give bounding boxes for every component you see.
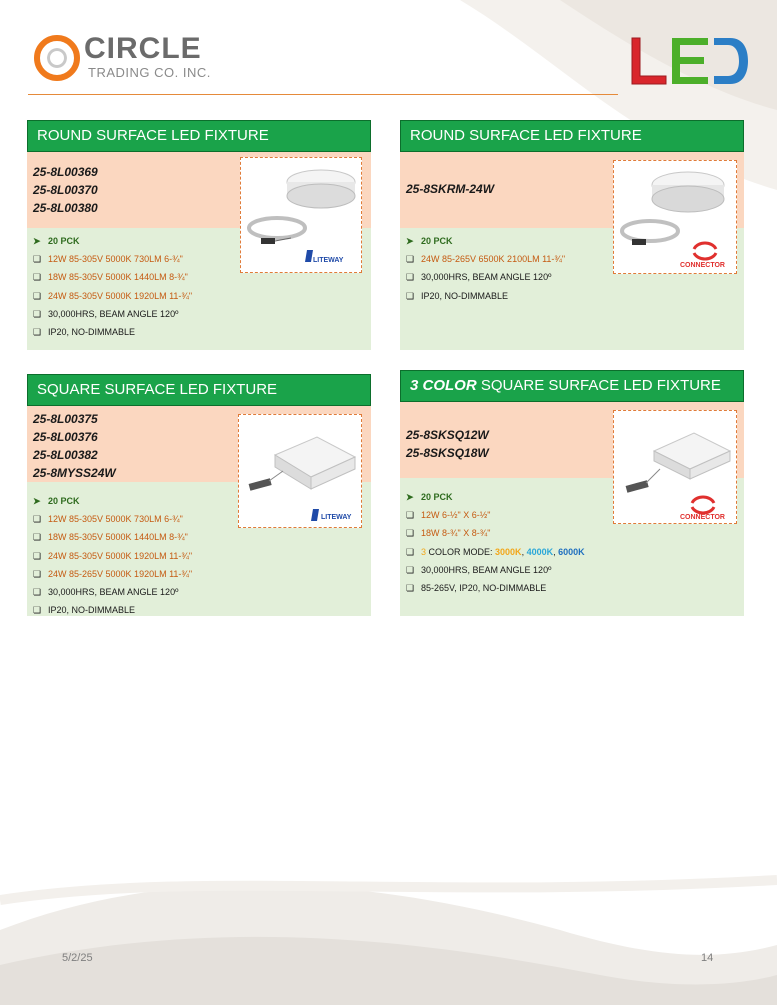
page-header (0, 0, 777, 100)
checkbox-bullet-icon: ❏ (406, 528, 415, 539)
spec-item: ❏ 30,000HRS, BEAM ANGLE 120º (406, 268, 744, 286)
spec-item: ❏ 24W 85-265V 5000K 1920LM 11-¾" (33, 565, 371, 583)
product-photo (240, 157, 362, 273)
arrow-bullet-icon: ➤ (406, 492, 414, 502)
spec-item: ➤ 20 PCK (406, 488, 744, 506)
model-number: 25-8L00376 (33, 430, 98, 444)
square-led-fixture-image (614, 411, 736, 523)
arrow-bullet-icon: ➤ (406, 236, 414, 246)
footer-date: 5/2/25 (62, 952, 93, 964)
checkbox-bullet-icon: ❏ (33, 605, 42, 616)
logo-title: CIRCLE (84, 32, 202, 65)
panel-title: SQUARE SURFACE LED FIXTURE (27, 374, 371, 406)
logo-subtitle: TRADING CO. INC. (88, 65, 211, 80)
panel-round-fixture-2 (400, 120, 744, 350)
circle-logo-icon (34, 35, 80, 81)
panel-round-fixture-1 (27, 120, 371, 350)
panel-3color-square-fixture (400, 370, 744, 616)
model-number: 25-8L00380 (33, 201, 98, 215)
product-photo (613, 160, 737, 274)
spec-item: ❏ 18W 8-¾" X 8-¾" (406, 524, 744, 542)
spec-item: ❏ 30,000HRS, BEAM ANGLE 120º (406, 561, 744, 579)
model-number: 25-8L00375 (33, 412, 98, 426)
color-temp-3000k: 3000K (495, 546, 522, 557)
checkbox-bullet-icon: ❏ (33, 254, 42, 265)
panel-title (400, 370, 744, 402)
checkbox-bullet-icon: ❏ (33, 308, 42, 319)
spec-item: ➤ 20 PCK (33, 492, 371, 510)
spec-item: ❏ 30,000HRS, BEAM ANGLE 120º (33, 583, 371, 601)
page-number: 14 (701, 952, 714, 964)
spec-item: ❏ IP20, NO-DIMMABLE (33, 601, 371, 619)
header-divider (28, 94, 618, 95)
checkbox-bullet-icon: ❏ (33, 327, 42, 338)
brand-logo-text: LITEWAY (321, 514, 352, 521)
color-temp-6000k: 6000K (558, 546, 585, 557)
title-rest: SQUARE SURFACE LED FIXTURE (476, 377, 721, 394)
spec-item: ❏ 18W 85-305V 5000K 1440LM 8-¾" (33, 528, 371, 546)
checkbox-bullet-icon: ❏ (33, 290, 42, 301)
spec-item: ❏ 85-265V, IP20, NO-DIMMABLE (406, 579, 744, 597)
square-led-fixture-image (239, 415, 361, 527)
spec-item: ❏ 18W 85-305V 5000K 1440LM 8-¾" (33, 268, 371, 286)
checkbox-bullet-icon: ❏ (406, 564, 415, 575)
product-photo (238, 414, 362, 528)
spec-item: ❏ 12W 85-305V 5000K 730LM 6-¾" (33, 510, 371, 528)
led-logo (624, 32, 752, 90)
checkbox-bullet-icon: ❏ (33, 272, 42, 283)
spec-item: ❏ IP20, NO-DIMMABLE (406, 287, 744, 305)
checkbox-bullet-icon: ❏ (33, 550, 42, 561)
spec-item: ❏ IP20, NO-DIMMABLE (33, 323, 371, 341)
spec-item: ❏ 24W 85-305V 5000K 1920LM 11-¾" (33, 547, 371, 565)
checkbox-bullet-icon: ❏ (406, 546, 415, 557)
spec-item: ❏ 30,000HRS, BEAM ANGLE 120º (33, 305, 371, 323)
checkbox-bullet-icon: ❏ (406, 290, 415, 301)
arrow-bullet-icon: ➤ (33, 236, 41, 246)
checkbox-bullet-icon: ❏ (33, 587, 42, 598)
checkbox-bullet-icon: ❏ (406, 272, 415, 283)
title-emphasis: 3 COLOR (410, 377, 477, 394)
round-led-fixture-image (241, 158, 361, 272)
checkbox-bullet-icon: ❏ (33, 532, 42, 543)
panel-title: ROUND SURFACE LED FIXTURE (400, 120, 744, 152)
model-number: 25-8MYSS24W (33, 466, 116, 480)
spec-item: ❏ 12W 85-305V 5000K 730LM 6-¾" (33, 250, 371, 268)
model-number: 25-8SKRM-24W (406, 182, 495, 196)
checkbox-bullet-icon: ❏ (406, 583, 415, 594)
checkbox-bullet-icon: ❏ (33, 568, 42, 579)
color-temp-4000k: 4000K (526, 546, 554, 557)
checkbox-bullet-icon: ❏ (33, 514, 42, 525)
spec-item: ❏ 24W 85-265V 6500K 2100LM 11-¾" (406, 250, 744, 268)
panel-square-fixture (27, 374, 371, 616)
checkbox-bullet-icon: ❏ (406, 510, 415, 521)
brand-logo-text: CONNECTOR (680, 262, 725, 269)
spec-item: ❏ 24W 85-305V 5000K 1920LM 11-¾" (33, 287, 371, 305)
panel-title: ROUND SURFACE LED FIXTURE (27, 120, 371, 152)
spec-item-color-mode: ❏ 3 COLOR MODE: 3000K, 4000K, 6000K (406, 543, 744, 561)
model-number: 25-8SKSQ18W (406, 446, 489, 460)
spec-item: ❏ 12W 6-½" X 6-½" (406, 506, 744, 524)
spec-item: ➤ 20 PCK (406, 232, 744, 250)
spec-item: ➤ 20 PCK (33, 232, 371, 250)
model-number: 25-8SKSQ12W (406, 428, 489, 442)
model-number: 25-8L00370 (33, 183, 98, 197)
round-led-fixture-image (614, 161, 736, 273)
product-photo (613, 410, 737, 524)
brand-logo-text: CONNECTOR (680, 514, 725, 521)
brand-logo-text: LITEWAY (313, 257, 344, 264)
model-number: 25-8L00369 (33, 165, 98, 179)
model-number: 25-8L00382 (33, 448, 98, 462)
arrow-bullet-icon: ➤ (33, 496, 41, 506)
checkbox-bullet-icon: ❏ (406, 254, 415, 265)
